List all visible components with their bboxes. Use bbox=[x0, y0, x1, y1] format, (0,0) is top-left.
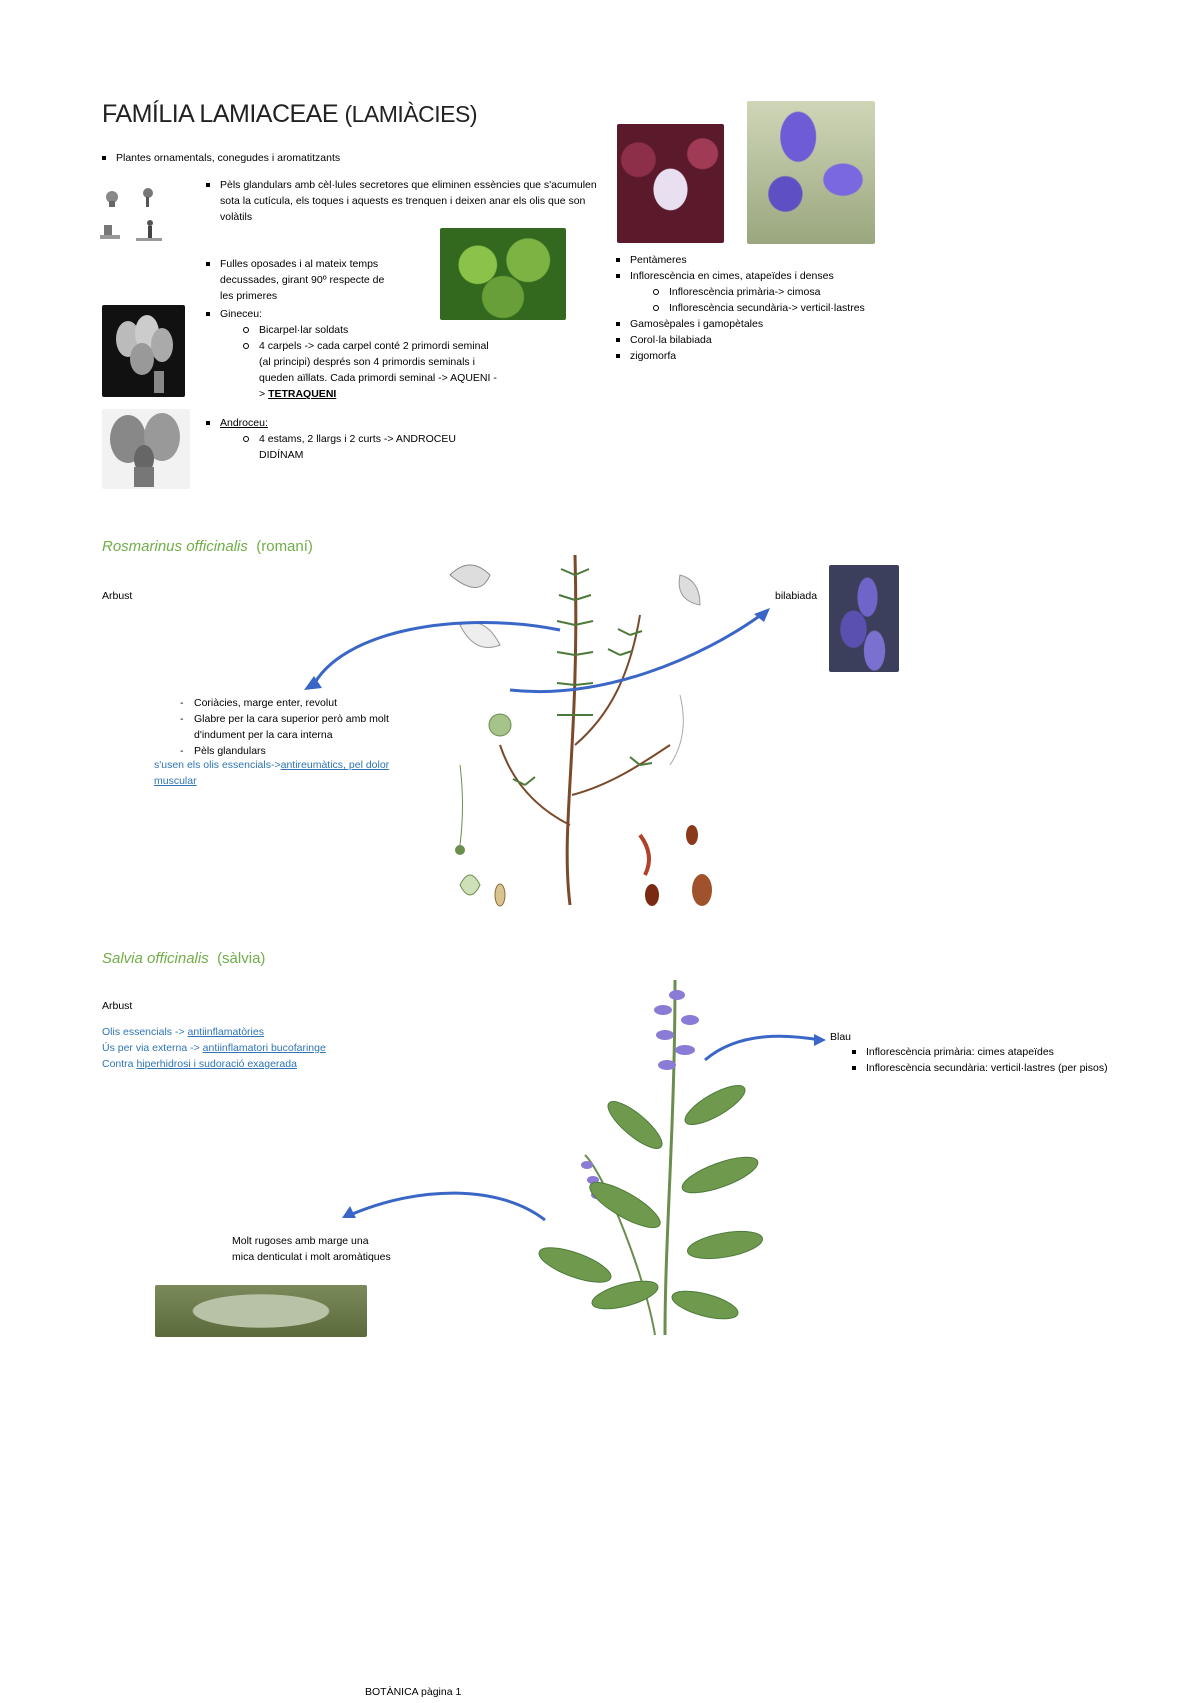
salvia-use-0-pre: Olis essencials -> bbox=[102, 1026, 188, 1038]
gineceu-label: Gineceu: bbox=[220, 306, 500, 322]
salvia-type: Arbust bbox=[102, 1000, 133, 1012]
rosemary-oils bbox=[154, 757, 404, 789]
fulles-item: Fulles oposades i al mateix temps decussades, girant 90º respecte de les primeres bbox=[220, 256, 400, 304]
salvia-leaf-desc: Molt rugoses amb marge una mica denticulat i molt aromàtiques bbox=[232, 1235, 391, 1263]
feature-sub-0: Inflorescència primària-> cimosa bbox=[669, 284, 920, 300]
salvia-use-2 bbox=[102, 1056, 402, 1072]
rosemary-oils-link[interactable]: antireumàtics, pel dolor muscular bbox=[154, 759, 390, 787]
salvia-use-1-link[interactable]: antiinflamatori bucofaringe bbox=[202, 1042, 326, 1054]
rosemary-leaf-item-1: - Glabre per la cara superior però amb molt d'indument per la cara interna bbox=[194, 711, 414, 743]
salvia-inflorescence-list bbox=[866, 1044, 1116, 1076]
salvia-use-0-link[interactable]: antiinflamatòries bbox=[187, 1026, 264, 1038]
rosemary-leaf-item-0: - Coriàcies, marge enter, revolut bbox=[194, 695, 414, 711]
rosemary-oils-pre: s'usen els olis essencials-> bbox=[154, 759, 281, 771]
salvia-common: (sàlvia) bbox=[217, 950, 266, 967]
rosmarinus-type: Arbust bbox=[102, 590, 133, 602]
salvia-leaf-photo bbox=[155, 1285, 367, 1337]
feature-sub-1: Inflorescència secundària-> verticil·lastres bbox=[669, 300, 920, 316]
salvia-use-2-link[interactable]: hiperhidrosi i sudoració exagerada bbox=[136, 1058, 297, 1070]
carpel-text: 4 carpels -> cada carpel conté 2 primordi seminal (al principi) després son 4 primordis seminals i queden aïllats. Cada primordi seminal -> AQUENI -> bbox=[259, 340, 497, 400]
androceu-item: 4 estams, 2 llargs i 2 curts -> ANDROCEU DIDÍNAM bbox=[259, 431, 480, 463]
salvia-uses bbox=[102, 1024, 402, 1072]
gineceu-item-0: Bicarpel·lar soldats bbox=[259, 322, 500, 338]
feature-item-2: Gamosèpales i gamopètales bbox=[630, 316, 920, 332]
page-footer: BOTÀNICA pàgina 1 bbox=[365, 1686, 462, 1698]
feature-item-1: Inflorescència en cimes, atapeïdes i denses bbox=[630, 268, 920, 284]
salvia-heading bbox=[102, 950, 265, 967]
salvia-use-2-pre: Contra bbox=[102, 1058, 137, 1070]
salvia-use-0 bbox=[102, 1024, 402, 1040]
rosmarinus-name: Rosmarinus officinalis bbox=[102, 538, 248, 555]
salvia-use-1 bbox=[102, 1040, 402, 1056]
salvia-blau: Blau bbox=[830, 1031, 852, 1043]
feature-item-4: zigomorfa bbox=[630, 348, 920, 364]
intro-item: Plantes ornamentals, conegudes i aromatitzants bbox=[116, 152, 341, 164]
salvia-infl-0: Inflorescència primària: cimes atapeïdes bbox=[866, 1044, 1116, 1060]
rosmarinus-common: (romaní) bbox=[256, 538, 313, 555]
bilabiada-label: bilabiada bbox=[775, 590, 818, 602]
tetraqueni: TETRAQUENI bbox=[268, 388, 337, 400]
androceu-label-text: Androceu: bbox=[220, 417, 268, 429]
title-paren: (LAMIÀCIES) bbox=[344, 101, 478, 127]
pels-item: Pèls glandulars amb cèl·lules secretores que eliminen essències que s'acumulen sota la cutícula, els toques i aquests es trenquen i deixen anar els olis que son volàtils bbox=[220, 177, 610, 225]
salvia-botanical-illustration bbox=[535, 975, 765, 1345]
feature-item-0: Pentàmeres bbox=[630, 252, 920, 268]
rosemary-leaves-block bbox=[194, 695, 414, 759]
salvia-use-1-pre: Ús per via externa -> bbox=[102, 1042, 203, 1054]
title-main: FAMÍLIA LAMIACEAE bbox=[102, 100, 345, 128]
salvia-infl-1: Inflorescència secundària: verticil·lastres (per pisos) bbox=[866, 1060, 1116, 1076]
rosemary-leaf-item-2: - Pèls glandulars bbox=[194, 743, 414, 759]
salvia-name: Salvia officinalis bbox=[102, 950, 209, 967]
feature-item-3: Corol·la bilabiada bbox=[630, 332, 920, 348]
